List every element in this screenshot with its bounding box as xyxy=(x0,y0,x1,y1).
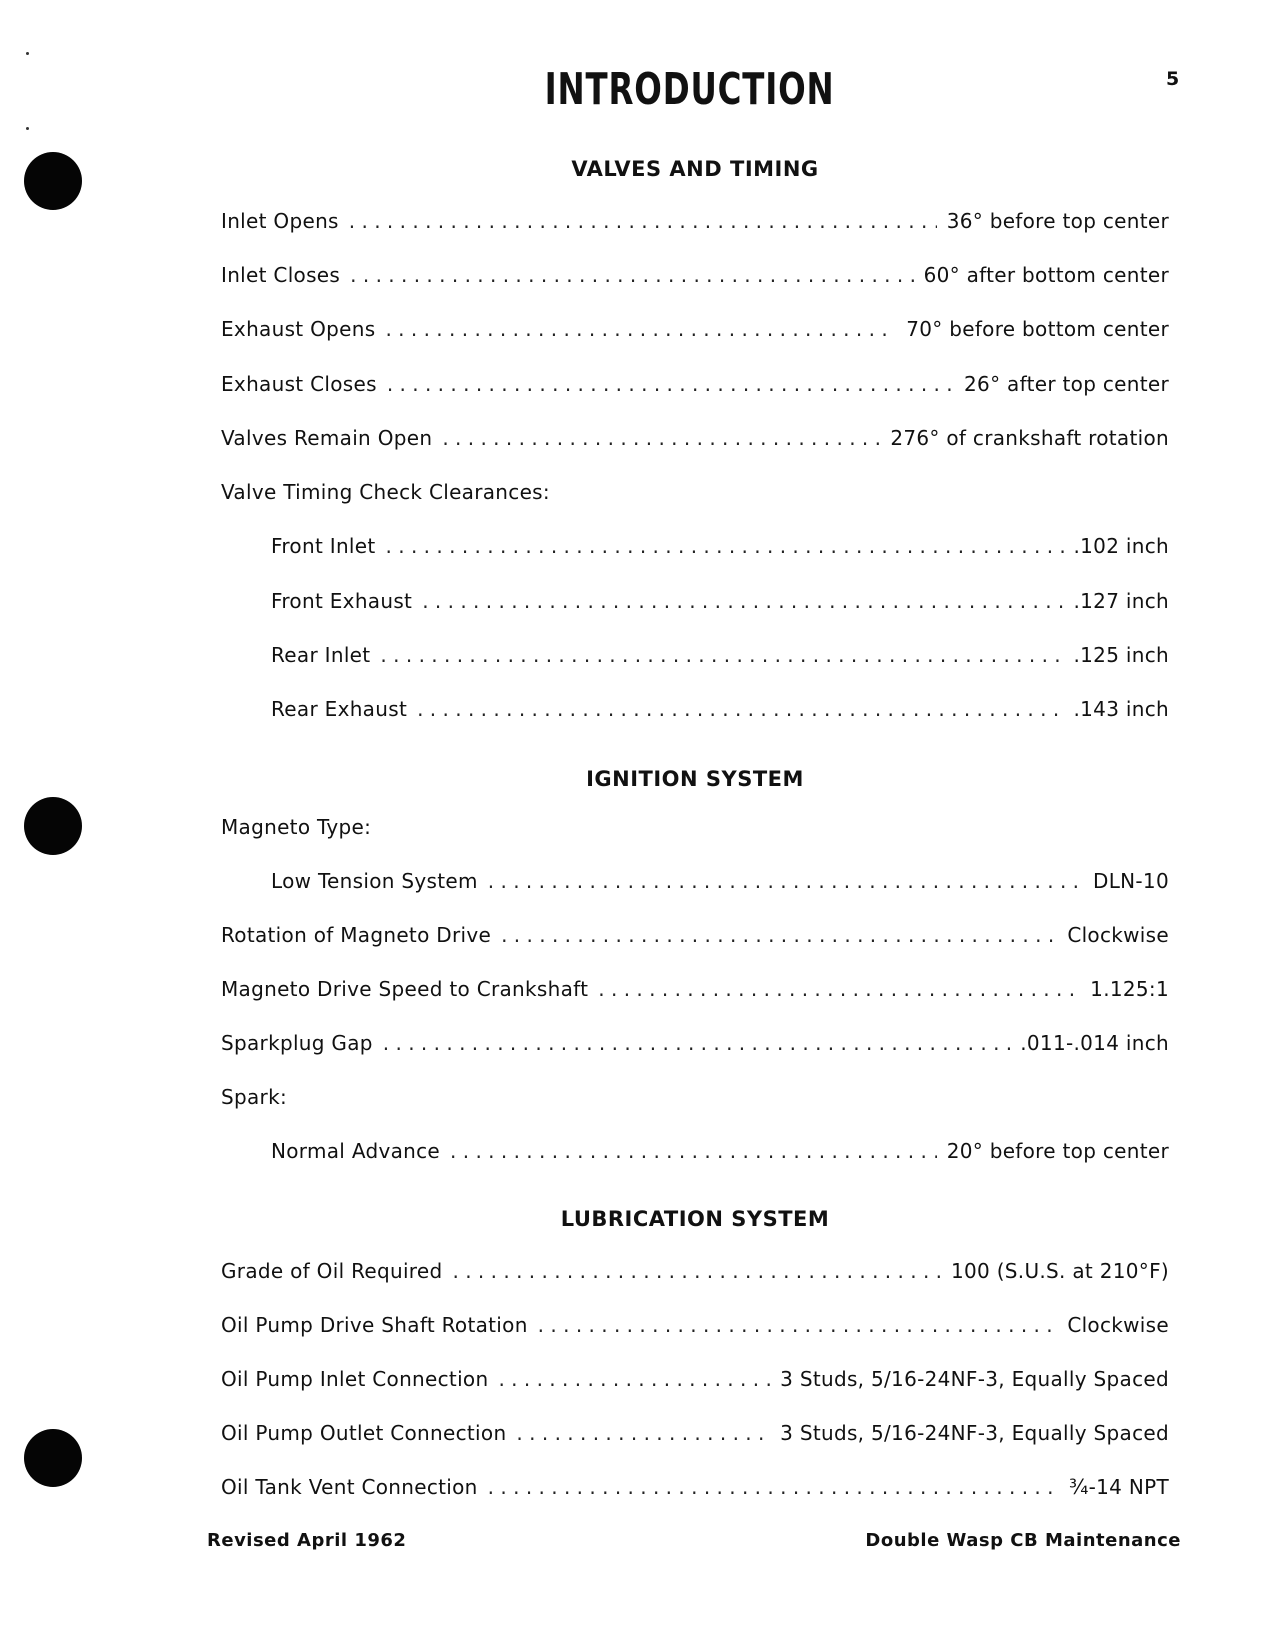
dot-leader xyxy=(385,317,896,341)
scan-speck xyxy=(26,52,29,55)
spec-value: Clockwise xyxy=(1067,1313,1169,1337)
spec-row xyxy=(221,1421,1169,1451)
spec-row xyxy=(221,1031,1169,1061)
binder-hole-middle xyxy=(24,797,82,855)
spec-row xyxy=(221,263,1169,293)
dot-leader xyxy=(488,1475,1059,1499)
spec-label: Inlet Opens xyxy=(221,209,339,233)
spec-subheading xyxy=(221,1085,1169,1115)
page-title: INTRODUCTION xyxy=(544,64,835,115)
spec-row xyxy=(221,426,1169,456)
spec-label: Valves Remain Open xyxy=(221,426,433,450)
spec-subheading xyxy=(221,815,1169,845)
spec-row xyxy=(221,1367,1169,1397)
spec-value: 100 (S.U.S. at 210°F) xyxy=(950,1259,1169,1283)
section-heading-lubrication: LUBRICATION SYSTEM xyxy=(560,1207,830,1231)
dot-leader xyxy=(422,589,1063,613)
spec-row xyxy=(221,209,1169,239)
spec-row xyxy=(221,1313,1169,1343)
spec-label: Valve Timing Check Clearances: xyxy=(221,480,550,504)
spec-label: Oil Pump Drive Shaft Rotation xyxy=(221,1313,528,1337)
spec-value: 26° after top center xyxy=(964,372,1169,396)
spec-value: 3 Studs, 5/16-24NF-3, Equally Spaced xyxy=(780,1367,1169,1391)
spec-label: Grade of Oil Required xyxy=(221,1259,443,1283)
dot-leader xyxy=(383,1031,1010,1055)
spec-value: 70° before bottom center xyxy=(906,317,1169,341)
spec-row xyxy=(271,1139,1169,1169)
dot-leader xyxy=(349,209,937,233)
spec-value: 1.125:1 xyxy=(1090,977,1169,1001)
spec-value: .011-.014 inch xyxy=(1020,1031,1169,1055)
spec-label: Exhaust Closes xyxy=(221,372,377,396)
spec-row xyxy=(221,372,1169,402)
footer-manual-title: Double Wasp CB Maintenance xyxy=(865,1530,1181,1551)
spec-value: 20° before top center xyxy=(946,1139,1169,1163)
spec-row xyxy=(221,317,1169,347)
spec-label: Front Inlet xyxy=(271,534,376,558)
spec-value: 3 Studs, 5/16-24NF-3, Equally Spaced xyxy=(780,1421,1169,1445)
dot-leader xyxy=(488,869,1083,893)
spec-label: Oil Pump Inlet Connection xyxy=(221,1367,489,1391)
spec-label: Normal Advance xyxy=(271,1139,441,1163)
spec-row xyxy=(221,1475,1169,1505)
dot-leader xyxy=(498,1367,770,1391)
dot-leader xyxy=(442,426,880,450)
spec-value: Clockwise xyxy=(1067,923,1169,947)
dot-leader xyxy=(453,1259,941,1283)
dot-leader xyxy=(417,697,1063,721)
spec-value: .143 inch xyxy=(1073,697,1169,721)
spec-label: Magneto Type: xyxy=(221,815,372,839)
spec-row xyxy=(271,534,1169,564)
section-heading-ignition: IGNITION SYSTEM xyxy=(586,767,804,791)
spec-label: Rear Inlet xyxy=(271,643,371,667)
page-number: 5 xyxy=(1166,68,1180,90)
dot-leader xyxy=(538,1313,1058,1337)
spec-row xyxy=(221,977,1169,1007)
spec-label: Inlet Closes xyxy=(221,263,341,287)
dot-leader xyxy=(380,643,1063,667)
dot-leader xyxy=(386,534,1064,558)
spec-value: .125 inch xyxy=(1073,643,1169,667)
spec-value: .127 inch xyxy=(1073,589,1169,613)
spec-label: Oil Pump Outlet Connection xyxy=(221,1421,507,1445)
spec-row xyxy=(271,869,1169,899)
spec-subheading xyxy=(221,480,1169,510)
spec-label: Rotation of Magneto Drive xyxy=(221,923,492,947)
spec-value: .102 inch xyxy=(1073,534,1169,558)
dot-leader xyxy=(387,372,954,396)
spec-value: 36° before top center xyxy=(946,209,1169,233)
spec-row xyxy=(271,643,1169,673)
spec-label: Exhaust Opens xyxy=(221,317,376,341)
dot-leader xyxy=(350,263,913,287)
spec-row xyxy=(221,923,1169,953)
spec-label: Rear Exhaust xyxy=(271,697,408,721)
dot-leader xyxy=(598,977,1080,1001)
spec-row xyxy=(221,1259,1169,1289)
spec-row xyxy=(271,589,1169,619)
spec-value: DLN-10 xyxy=(1093,869,1169,893)
spec-label: Sparkplug Gap xyxy=(221,1031,373,1055)
section-heading-valves: VALVES AND TIMING xyxy=(571,157,819,181)
binder-hole-bottom xyxy=(24,1429,82,1487)
spec-label: Oil Tank Vent Connection xyxy=(221,1475,478,1499)
dot-leader xyxy=(450,1139,937,1163)
spec-label: Front Exhaust xyxy=(271,589,413,613)
dot-leader xyxy=(501,923,1057,947)
scan-speck xyxy=(26,127,29,130)
spec-row xyxy=(271,697,1169,727)
spec-value: ¾-14 NPT xyxy=(1068,1475,1169,1499)
dot-leader xyxy=(516,1421,770,1445)
footer-revision: Revised April 1962 xyxy=(207,1530,407,1551)
spec-label: Magneto Drive Speed to Crankshaft xyxy=(221,977,589,1001)
spec-label: Low Tension System xyxy=(271,869,478,893)
spec-value: 60° after bottom center xyxy=(923,263,1169,287)
spec-value: 276° of crankshaft rotation xyxy=(890,426,1169,450)
spec-label: Spark: xyxy=(221,1085,287,1109)
